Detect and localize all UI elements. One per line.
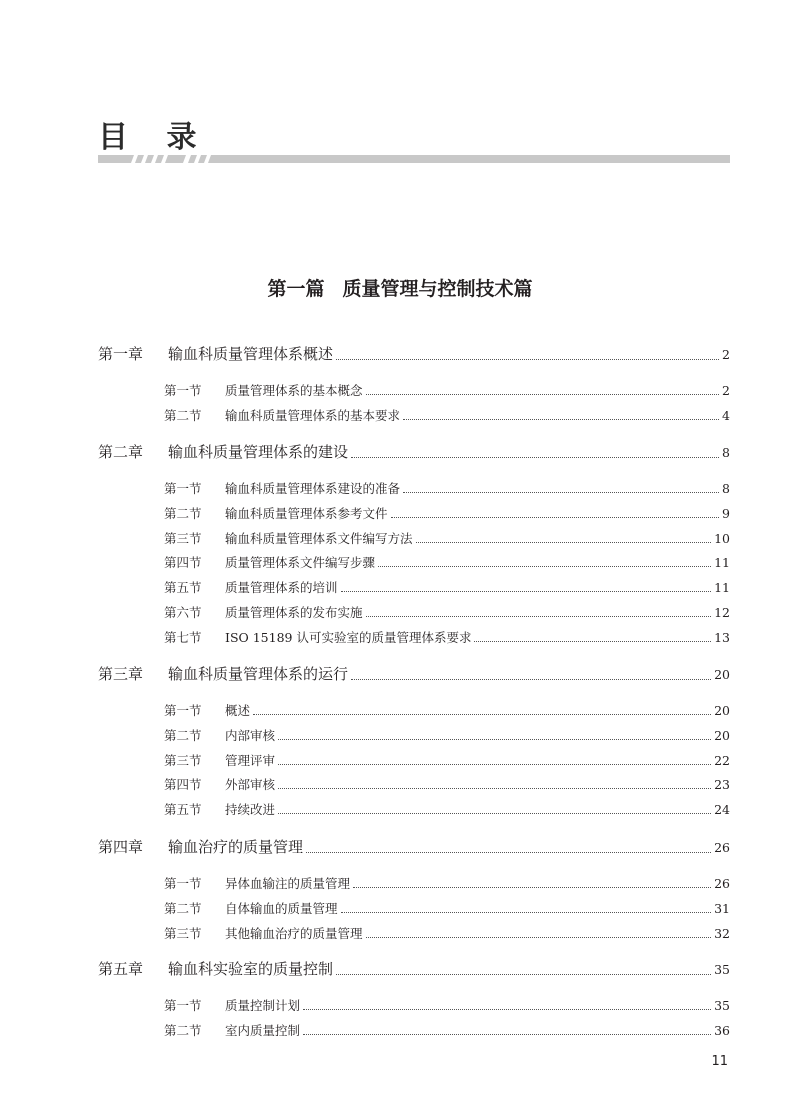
- dot-leader: [366, 936, 712, 938]
- dot-leader: [353, 886, 711, 888]
- section-number: 第三节: [164, 925, 202, 941]
- toc-section-entry[interactable]: [164, 996, 730, 1014]
- section-number: 第一节: [164, 703, 202, 718]
- section-number: 第一节: [164, 481, 202, 496]
- chapter-page-number: 20: [714, 667, 730, 682]
- section-title: 自体输血的质量管理: [225, 900, 338, 916]
- chapter-page-number: 8: [722, 445, 730, 460]
- section-number: 第一节: [164, 998, 202, 1013]
- section-title: 室内质量控制: [225, 1022, 301, 1038]
- title-rule-segment: [135, 155, 144, 163]
- section-page-number: 13: [714, 629, 730, 645]
- dot-leader: [336, 358, 719, 360]
- section-number: 第二节: [164, 1022, 202, 1038]
- section-page-number: 11: [714, 580, 730, 596]
- part-label: 第一篇: [267, 278, 325, 300]
- toc-chapter-entry[interactable]: [98, 343, 730, 364]
- section-number: 第一节: [164, 876, 202, 891]
- toc-section-entry[interactable]: [164, 529, 730, 547]
- dot-leader: [303, 1008, 711, 1010]
- section-number: 第二节: [164, 505, 202, 521]
- section-number: 第二节: [164, 407, 202, 423]
- chapter-number: 第四章: [98, 838, 144, 856]
- toc-section-entry[interactable]: [164, 874, 730, 892]
- title-rule-segment: [208, 155, 730, 163]
- dot-leader: [474, 640, 711, 642]
- section-page-number: 8: [722, 481, 730, 496]
- section-page-number: 20: [714, 727, 730, 743]
- section-page-number: 31: [714, 900, 730, 916]
- toc-section-entry[interactable]: [164, 504, 730, 522]
- dot-leader: [278, 738, 711, 740]
- section-title: 持续改进: [225, 802, 276, 818]
- section-number: 第四节: [164, 777, 202, 793]
- section-title: 质量管理体系文件编写步骤: [225, 555, 376, 571]
- section-title: ISO 15189 认可实验室的质量管理体系要求: [225, 629, 472, 645]
- dot-leader: [336, 973, 711, 975]
- dot-leader: [351, 456, 719, 458]
- chapter-page-number: 35: [714, 962, 730, 977]
- toc-section-entry[interactable]: [164, 726, 730, 744]
- title-rule-segment: [188, 155, 197, 163]
- section-page-number: 11: [714, 555, 730, 571]
- dot-leader: [403, 491, 719, 493]
- dot-leader: [278, 812, 711, 814]
- section-title: 输血科质量管理体系的基本要求: [225, 407, 401, 423]
- section-number: 第六节: [164, 605, 202, 620]
- section-page-number: 26: [714, 876, 730, 891]
- dot-leader: [253, 713, 711, 715]
- toc-section-entry[interactable]: [164, 628, 730, 646]
- section-number: 第五节: [164, 802, 202, 818]
- section-page-number: 4: [722, 407, 730, 423]
- section-page-number: 23: [714, 777, 730, 793]
- section-number: 第二节: [164, 900, 202, 916]
- section-page-number: 9: [722, 505, 730, 521]
- toc-section-entry[interactable]: [164, 553, 730, 571]
- chapter-page-number: 26: [714, 840, 730, 855]
- section-number: 第七节: [164, 629, 202, 645]
- section-page-number: 10: [714, 530, 730, 546]
- dot-leader: [391, 516, 720, 518]
- toc-section-entry[interactable]: [164, 924, 730, 942]
- dot-leader: [378, 565, 711, 567]
- section-number: 第五节: [164, 580, 202, 596]
- part-name: 质量管理与控制技术篇: [342, 278, 533, 300]
- section-page-number: 20: [714, 703, 730, 718]
- section-title: 输血科质量管理体系建设的准备: [225, 481, 401, 496]
- section-title: 输血科质量管理体系参考文件: [225, 505, 388, 521]
- part-title: [0, 274, 800, 301]
- title-rule-segment: [198, 155, 207, 163]
- section-number: 第三节: [164, 530, 202, 546]
- toc-section-entry[interactable]: [164, 899, 730, 917]
- dot-leader: [341, 911, 712, 913]
- title-rule-segment: [145, 155, 154, 163]
- section-page-number: 22: [714, 752, 730, 768]
- section-title: 内部审核: [225, 727, 276, 743]
- dot-leader: [341, 590, 712, 592]
- section-page-number: 24: [714, 802, 730, 818]
- dot-leader: [403, 418, 719, 420]
- dot-leader: [306, 851, 711, 853]
- toc-section-entry[interactable]: [164, 578, 730, 596]
- dot-leader: [416, 541, 712, 543]
- section-title: 外部审核: [225, 777, 276, 793]
- section-page-number: 35: [714, 998, 730, 1013]
- chapter-title: 输血治疗的质量管理: [168, 838, 304, 856]
- dot-leader: [278, 787, 711, 789]
- chapter-page-number: 2: [722, 347, 730, 362]
- toc-section-entry[interactable]: [164, 800, 730, 818]
- title-rule-segment: [155, 155, 164, 163]
- section-title: 质量控制计划: [225, 998, 301, 1013]
- section-title: 质量管理体系的发布实施: [225, 605, 363, 620]
- section-title: 概述: [225, 703, 251, 718]
- chapter-number: 第五章: [98, 960, 144, 978]
- toc-chapter-entry[interactable]: [98, 836, 730, 857]
- section-title: 管理评审: [225, 752, 276, 768]
- section-number: 第四节: [164, 555, 202, 571]
- toc-chapter-entry[interactable]: [98, 663, 730, 684]
- toc-section-entry[interactable]: [164, 751, 730, 769]
- section-number: 第二节: [164, 727, 202, 743]
- section-page-number: 12: [714, 605, 730, 620]
- section-page-number: 32: [714, 925, 730, 941]
- section-title: 质量管理体系的培训: [225, 580, 338, 596]
- title-rule-segment: [165, 155, 186, 163]
- chapter-title: 输血科实验室的质量控制: [168, 960, 334, 978]
- chapter-number: 第一章: [98, 345, 144, 363]
- toc-chapter-entry[interactable]: [98, 958, 730, 979]
- chapter-title: 输血科质量管理体系的运行: [168, 665, 349, 683]
- section-page-number: 36: [714, 1022, 730, 1038]
- chapter-number: 第二章: [98, 443, 144, 461]
- chapter-title: 输血科质量管理体系概述: [168, 345, 334, 363]
- section-title: 质量管理体系的基本概念: [225, 383, 363, 398]
- section-title: 输血科质量管理体系文件编写方法: [225, 530, 413, 546]
- toc-section-entry[interactable]: [164, 775, 730, 793]
- section-number: 第三节: [164, 752, 202, 768]
- page-title: 目 录: [98, 120, 211, 155]
- section-number: 第一节: [164, 383, 202, 398]
- dot-leader: [278, 763, 711, 765]
- chapter-number: 第三章: [98, 665, 144, 683]
- toc-section-entry[interactable]: [164, 1021, 730, 1039]
- dot-leader: [303, 1033, 711, 1035]
- toc-chapter-entry[interactable]: [98, 441, 730, 462]
- title-rule-segment: [98, 155, 134, 163]
- section-title: 异体血输注的质量管理: [225, 876, 351, 891]
- chapter-title: 输血科质量管理体系的建设: [168, 443, 349, 461]
- toc-section-entry[interactable]: [164, 479, 730, 497]
- toc-section-entry[interactable]: [164, 701, 730, 719]
- toc-section-entry[interactable]: [164, 603, 730, 621]
- toc-section-entry[interactable]: [164, 381, 730, 399]
- page-number: 11: [711, 1054, 728, 1069]
- dot-leader: [366, 615, 712, 617]
- section-title: 其他输血治疗的质量管理: [225, 925, 363, 941]
- toc-section-entry[interactable]: [164, 406, 730, 424]
- dot-leader: [366, 393, 720, 395]
- dot-leader: [351, 678, 711, 680]
- title-rule: [98, 155, 730, 163]
- section-page-number: 2: [722, 383, 730, 398]
